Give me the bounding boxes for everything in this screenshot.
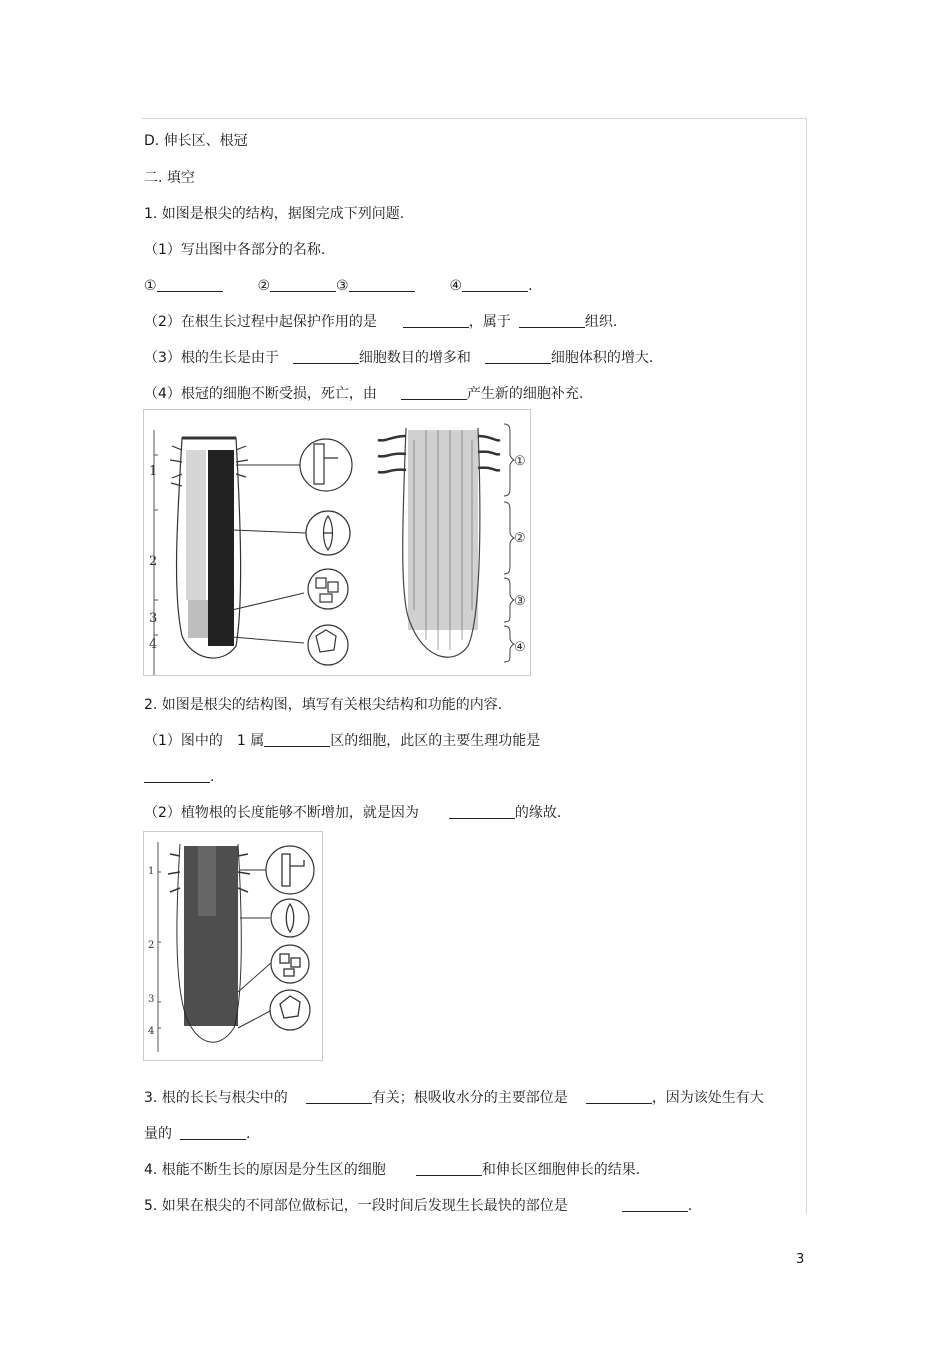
text: 量的 bbox=[144, 1126, 172, 1142]
blank[interactable] bbox=[403, 313, 469, 328]
label-circle-3: ③ bbox=[336, 278, 349, 294]
blank[interactable] bbox=[401, 385, 467, 400]
blank[interactable] bbox=[270, 277, 336, 292]
text: （3）根的生长是由于 bbox=[144, 350, 279, 366]
question-1-part-1: （1）写出图中各部分的名称. bbox=[144, 242, 326, 258]
blank[interactable] bbox=[157, 277, 223, 292]
question-1-part-4 bbox=[144, 385, 583, 403]
blank[interactable] bbox=[622, 1197, 688, 1212]
blank[interactable] bbox=[264, 732, 330, 747]
question-1-part-2 bbox=[144, 313, 617, 331]
blank[interactable] bbox=[462, 277, 528, 292]
option-d: D. 伸长区、根冠 bbox=[144, 133, 248, 149]
blank[interactable] bbox=[293, 349, 359, 364]
root-tip-diagram-2 bbox=[144, 832, 322, 1060]
blank[interactable] bbox=[449, 804, 515, 819]
text: （2）植物根的长度能够不断增加，就是因为 bbox=[144, 805, 419, 821]
question-3 bbox=[144, 1089, 764, 1107]
text: 的缘故. bbox=[514, 805, 562, 821]
blank[interactable] bbox=[416, 1161, 482, 1176]
section-heading-fill-blank: 二. 填空 bbox=[144, 170, 195, 186]
fig1-label-3: 3 bbox=[149, 611, 158, 626]
blank[interactable] bbox=[306, 1089, 372, 1104]
text: 和伸长区细胞伸长的结果. bbox=[481, 1162, 641, 1178]
question-1-part-3 bbox=[144, 349, 653, 367]
fig2-label-4: 4 bbox=[148, 1026, 155, 1037]
fig1-label-circle-1: ① bbox=[514, 454, 526, 469]
root-tip-figure-2 bbox=[143, 831, 323, 1061]
question-4 bbox=[144, 1161, 640, 1179]
root-tip-diagram-1 bbox=[144, 410, 530, 675]
label-circle-4: ④ bbox=[449, 278, 463, 294]
question-2-part-1 bbox=[144, 732, 540, 750]
text: 3. 根的长长与根尖中的 bbox=[144, 1090, 288, 1106]
question-2-part-1-answer bbox=[144, 768, 214, 786]
period: . bbox=[687, 1198, 693, 1214]
blank[interactable] bbox=[144, 768, 210, 783]
blank[interactable] bbox=[485, 349, 551, 364]
text: 有关；根吸收水分的主要部位是 bbox=[371, 1090, 568, 1106]
root-tip-figure-1 bbox=[143, 409, 531, 676]
question-1-stem: 1. 如图是根尖的结构，据图完成下列问题. bbox=[144, 206, 405, 222]
period: . bbox=[246, 1126, 251, 1142]
fig1-label-4: 4 bbox=[149, 637, 158, 652]
text: 区的细胞，此区的主要生理功能是 bbox=[330, 733, 541, 749]
fig1-label-1: 1 bbox=[149, 464, 158, 479]
label-circle-1: ① bbox=[144, 278, 157, 294]
question-1-blanks-row bbox=[144, 277, 533, 295]
text: （2）在根生长过程中起保护作用的是 bbox=[144, 314, 377, 330]
label-circle-2: ② bbox=[257, 278, 271, 294]
question-5 bbox=[144, 1197, 692, 1215]
question-2-stem: 2. 如图是根尖的结构图，填写有关根尖结构和功能的内容. bbox=[144, 697, 503, 713]
text: 组织. bbox=[584, 314, 618, 330]
text: ，属于 bbox=[468, 314, 511, 330]
text: 5. 如果在根尖的不同部位做标记，一段时间后发现生长最快的部位是 bbox=[144, 1198, 568, 1214]
text: （1）图中的 1 属 bbox=[144, 733, 265, 749]
blank[interactable] bbox=[180, 1125, 246, 1140]
text: 细胞体积的增大. bbox=[550, 350, 654, 366]
blank[interactable] bbox=[586, 1089, 652, 1104]
text: 细胞数目的增多和 bbox=[358, 350, 471, 366]
text: （4）根冠的细胞不断受损，死亡，由 bbox=[144, 386, 377, 402]
page-number: 3 bbox=[796, 1252, 805, 1267]
blank[interactable] bbox=[349, 277, 415, 292]
fig1-label-circle-2: ② bbox=[514, 531, 526, 546]
fig2-label-3: 3 bbox=[148, 994, 155, 1005]
period: . bbox=[210, 769, 215, 785]
fig2-label-2: 2 bbox=[148, 940, 155, 951]
text: 4. 根能不断生长的原因是分生区的细胞 bbox=[144, 1162, 386, 1178]
blank[interactable] bbox=[519, 313, 585, 328]
fig2-label-1: 1 bbox=[148, 866, 155, 877]
text: 产生新的细胞补充. bbox=[466, 386, 584, 402]
question-2-part-2 bbox=[144, 804, 561, 822]
fig1-label-circle-3: ③ bbox=[514, 594, 526, 609]
question-3-continued bbox=[144, 1125, 250, 1143]
fig1-label-2: 2 bbox=[149, 554, 158, 569]
fig1-label-circle-4: ④ bbox=[514, 640, 526, 655]
period: . bbox=[528, 278, 533, 294]
text: ，因为该处生有大 bbox=[651, 1090, 764, 1106]
